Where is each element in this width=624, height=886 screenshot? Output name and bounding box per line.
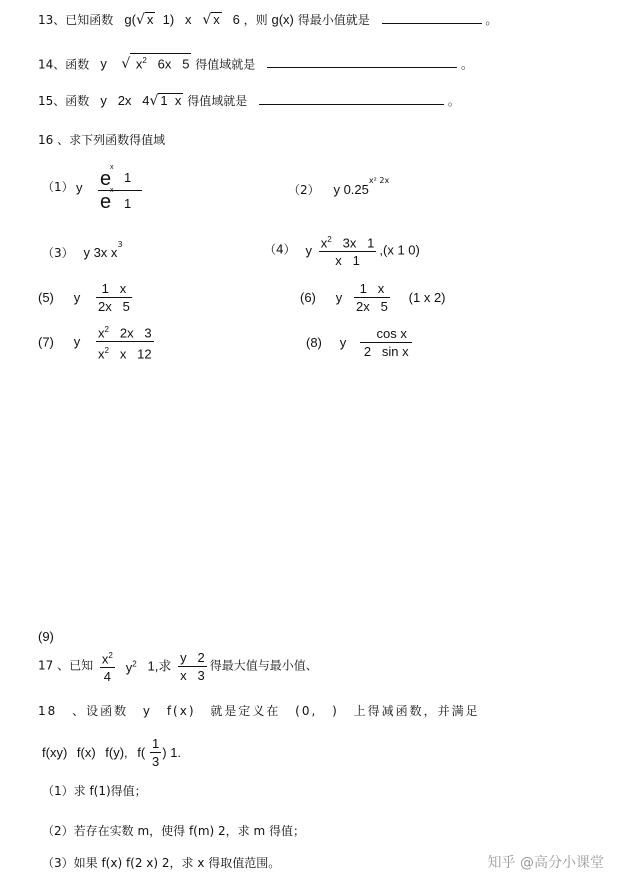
q14-end: 。 [460,57,473,72]
q13-end: 。 [485,13,498,27]
q16-part1-fraction: e x 1 e x 1 [98,166,142,213]
q16-part2 [288,176,390,197]
watermark: 知乎 @高分小课堂 [487,855,604,871]
q13-text-b: ，则 [243,13,268,27]
question-13 [38,12,497,27]
q15-expression: y 2x 4√ 1 x [93,93,182,109]
q16-part3-exponent: 3 [117,240,123,249]
q16-part4-fraction: $\frac{x^2 3x 1}{x 1}$ [319,232,377,268]
q16-part3 [42,240,123,260]
q13-text-c: 得最小值就是 [297,13,370,27]
q16-part4-label: （4） [264,242,296,257]
q16-part6-label: (6) [300,290,316,305]
q16-part8-label: (8) [306,335,322,350]
q13-sep: 、 [53,13,66,27]
q17-fraction-ellipse: $\frac{x^2}{4}$ [100,648,115,684]
q13-answer-blank[interactable] [382,13,482,24]
q16-part2-expression: y 0.25 [333,182,369,197]
q15-number: 15 [38,94,54,108]
q14-sep: 、 [53,57,66,72]
q16-part4: （4） y $\frac{x^2 3x 1}{x 1}$ ,(x 1 0) [264,232,420,268]
q17-text-a: 17 、已知 [38,658,94,673]
q17-text-b: 1,求 [147,658,172,674]
q17-text-c: 得最大值与最小值、 [209,658,318,673]
q18-line1: 18 、设函数 y f(x) 就是定义在 (0, ) 上得减函数，并满足 [38,704,480,718]
q13-expression: g(√ x 1) x √ x 6 [117,12,240,28]
q15-text-b: 得值域就是 [187,94,248,108]
q16-part2-exponent: x² 2x [368,176,390,185]
q16-part1-label: （1） [42,180,74,194]
q16-part7: (7) y $\frac{x^2 2x 3}{x^2 x 12}$ [38,322,157,362]
q13-expression-2: g(x) [271,12,294,27]
q16-part6: (6) y $\frac{1 x}{2x 5}$ (1 x 2) [300,281,446,314]
q16-part4-condition: ,(x 1 0) [379,242,420,258]
question-17: 17 、已知 $\frac{x^2}{4}$ $y^2$ 1,求 $\frac{y 2}{x 3}$ 得最大值与最小值、 [38,649,318,685]
q16-part8-fraction: $\frac{\text{cos x}}{\text{2 sin x}}$ [362,326,411,359]
question-16-title: 16 、求下列函数得值域 [38,133,166,147]
q13-text-a: 已知函数 [65,13,114,27]
q14-text-b: 得值域就是 [195,57,256,72]
q18-line2 [42,736,181,769]
q18-part3: （3）如果 f(x) f(2 x) 2，求 x 得取值范围。 [42,856,281,870]
q17-fraction-target: $\frac{y 2}{x 3}$ [180,649,205,683]
q16-part6-condition: (1 x 2) [408,290,446,305]
q13-number: 13 [38,13,54,27]
q16-part5: (5) y $\frac{1 x}{2x 5}$ [38,281,130,314]
q16-part2-label: （2） [288,183,320,197]
q18-part1: （1）求 f(1)得值； [42,784,147,798]
q16-part7-fraction: $\frac{x^2 2x 3}{x^2 x 12}$ [96,322,154,362]
q15-sep: 、 [53,94,66,108]
q18-line2-end: ) 1. [162,745,182,760]
q14-number: 14 [38,57,54,72]
q16-part5-fraction: $\frac{1 x}{2x 5}$ [98,281,130,314]
q18-part2: （2）若存在实数 m，使得 f(m) 2，求 m 得值； [42,824,305,838]
q16-part3-expression: y 3x x [83,245,118,260]
q15-end: 。 [447,94,460,108]
q16-part7-label: (7) [38,334,54,350]
q18-fraction-one-third: $\frac{1}{3}$ [152,736,160,769]
q16-part3-label: （3） [42,246,74,260]
q15-answer-blank[interactable] [259,94,444,105]
q14-answer-blank[interactable] [267,57,457,68]
q14-text-a: 函数 [65,57,90,72]
q16-part8: (8) y $\frac{\text{cos x}}{\text{2 sin x}}$ [306,326,411,359]
question-14 [38,53,473,71]
q16-part1-y: y [76,180,83,195]
question-15 [38,93,460,108]
q14-expression: y √ $x^2$ 6x 5 [93,56,191,71]
q16-part5-label: (5) [38,290,54,305]
q18-functional-equation: f(xy) f(x) f(y), f( [42,745,146,760]
q16-part6-fraction: $\frac{1 x}{2x 5}$ [356,281,388,314]
q16-part9-label: (9) [38,629,54,644]
q15-text-a: 函数 [65,94,90,108]
